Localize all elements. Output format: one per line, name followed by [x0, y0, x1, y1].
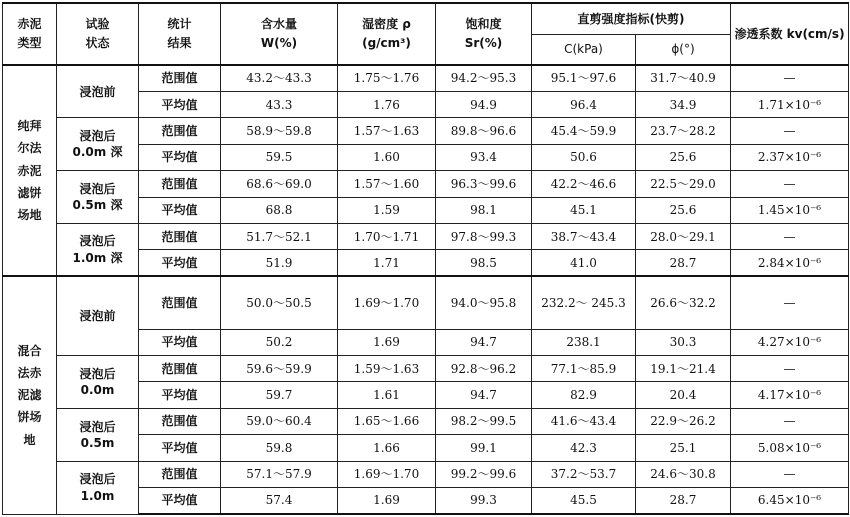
test-state [57, 65, 139, 118]
cohesion-cell: 41.0 [532, 250, 636, 276]
table-row [3, 65, 849, 91]
permeability-cell: — [731, 408, 849, 434]
stat-label: 平均值 [139, 144, 221, 170]
test-state-line2: 0.0m 深 [72, 145, 123, 160]
saturation-cell: 94.9 [436, 91, 532, 117]
test-state [57, 223, 139, 276]
water-content-cell: 57.1～57.9 [221, 461, 338, 487]
saturation-cell: 94.2～95.3 [436, 65, 532, 91]
density-cell: 1.76 [338, 91, 436, 117]
header-red-mud-type [3, 3, 57, 65]
test-state-line2: 1.0m [80, 488, 115, 503]
water-content-cell: 50.0～50.5 [221, 276, 338, 329]
permeability-cell: — [731, 355, 849, 381]
friction-angle-cell: 28.0～29.1 [636, 223, 731, 249]
saturation-cell: 98.2～99.5 [436, 408, 532, 434]
water-content-cell: 50.2 [221, 329, 338, 355]
table-row [3, 355, 849, 381]
cohesion-cell: 41.6～43.4 [532, 408, 636, 434]
saturation-cell: 93.4 [436, 144, 532, 170]
stat-label: 平均值 [139, 329, 221, 355]
cohesion-cell: 42.2～46.6 [532, 171, 636, 197]
stat-label: 范围值 [139, 65, 221, 91]
friction-angle-cell: 26.6～32.2 [636, 276, 731, 329]
stat-label: 范围值 [139, 223, 221, 249]
permeability-cell: — [731, 461, 849, 487]
test-state [57, 408, 139, 461]
water-content-cell: 43.2～43.3 [221, 65, 338, 91]
header-saturation-line2: Sr(%) [464, 36, 503, 50]
cohesion-cell: 45.1 [532, 197, 636, 223]
friction-angle-cell: 24.6～30.8 [636, 461, 731, 487]
header-statistics [139, 3, 221, 65]
header-permeability: 渗透系数 kv(cm/s) [731, 3, 849, 65]
test-state-line1: 浸泡前 [79, 84, 116, 99]
stat-label: 平均值 [139, 435, 221, 461]
test-state-line1: 浸泡后 [79, 181, 116, 196]
test-state-line1: 浸泡后 [79, 366, 116, 381]
table-row [3, 171, 849, 197]
header-test-state-line2: 状态 [85, 36, 110, 50]
density-cell: 1.57～1.60 [338, 171, 436, 197]
stat-label: 平均值 [139, 250, 221, 276]
saturation-cell: 94.7 [436, 382, 532, 408]
density-cell: 1.57～1.63 [338, 118, 436, 144]
cohesion-cell: 45.5 [532, 488, 636, 515]
friction-angle-cell: 19.1～21.4 [636, 355, 731, 381]
water-content-cell: 59.5 [221, 144, 338, 170]
saturation-cell: 96.3～99.6 [436, 171, 532, 197]
header-test-state [57, 3, 139, 65]
density-cell: 1.66 [338, 435, 436, 461]
permeability-cell: — [731, 223, 849, 249]
cohesion-cell: 50.6 [532, 144, 636, 170]
water-content-cell: 68.8 [221, 197, 338, 223]
cohesion-cell: 238.1 [532, 329, 636, 355]
density-cell: 1.59 [338, 197, 436, 223]
test-state-line2: 0.5m [80, 435, 115, 450]
saturation-cell: 98.1 [436, 197, 532, 223]
header-statistics-line2: 结果 [167, 36, 192, 50]
friction-angle-cell: 22.9～26.2 [636, 408, 731, 434]
stat-label: 平均值 [139, 197, 221, 223]
density-cell: 1.69～1.70 [338, 461, 436, 487]
saturation-cell: 94.7 [436, 329, 532, 355]
stat-label: 平均值 [139, 91, 221, 117]
friction-angle-cell: 34.9 [636, 91, 731, 117]
stat-label: 范围值 [139, 276, 221, 329]
density-cell: 1.69～1.70 [338, 276, 436, 329]
friction-angle-cell: 31.7～40.9 [636, 65, 731, 91]
cohesion-cell: 82.9 [532, 382, 636, 408]
header-water-content-line2: W(%) [260, 36, 298, 50]
density-cell: 1.60 [338, 144, 436, 170]
permeability-cell: 5.08×10⁻⁶ [731, 435, 849, 461]
header-friction-angle: ϕ(°) [636, 34, 731, 65]
test-state [57, 118, 139, 171]
density-cell: 1.69 [338, 488, 436, 515]
density-cell: 1.69 [338, 329, 436, 355]
density-cell: 1.61 [338, 382, 436, 408]
friction-angle-cell: 23.7～28.2 [636, 118, 731, 144]
density-cell: 1.75～1.76 [338, 65, 436, 91]
header-red-mud-type-line1: 赤泥 [17, 16, 42, 31]
permeability-cell: — [731, 276, 849, 329]
test-state [57, 276, 139, 355]
cohesion-cell: 95.1～97.6 [532, 65, 636, 91]
water-content-cell: 43.3 [221, 91, 338, 117]
saturation-cell: 89.8～96.6 [436, 118, 532, 144]
water-content-cell: 51.7～52.1 [221, 223, 338, 249]
friction-angle-cell: 28.7 [636, 250, 731, 276]
test-state-line2: 1.0m 深 [72, 250, 123, 265]
table-row [3, 223, 849, 249]
header-water-content [221, 3, 338, 65]
stat-label: 平均值 [139, 488, 221, 515]
saturation-cell: 99.1 [436, 435, 532, 461]
water-content-cell: 51.9 [221, 250, 338, 276]
permeability-cell: 6.45×10⁻⁶ [731, 488, 849, 515]
saturation-cell: 92.8～96.2 [436, 355, 532, 381]
friction-angle-cell: 20.4 [636, 382, 731, 408]
water-content-cell: 57.4 [221, 488, 338, 515]
test-state [57, 355, 139, 408]
density-cell: 1.70～1.71 [338, 223, 436, 249]
water-content-cell: 58.9～59.8 [221, 118, 338, 144]
saturation-cell: 99.3 [436, 488, 532, 515]
cohesion-cell: 96.4 [532, 91, 636, 117]
saturation-cell: 98.5 [436, 250, 532, 276]
header-statistics-line1: 统计 [167, 16, 192, 31]
cohesion-cell: 38.7～43.4 [532, 223, 636, 249]
permeability-cell: — [731, 118, 849, 144]
header-direct-shear: 直剪强度指标(快剪) [532, 3, 731, 34]
permeability-cell: 4.27×10⁻⁶ [731, 329, 849, 355]
friction-angle-cell: 28.7 [636, 488, 731, 515]
permeability-cell: 4.17×10⁻⁶ [731, 382, 849, 408]
water-content-cell: 68.6～69.0 [221, 171, 338, 197]
density-cell: 1.71 [338, 250, 436, 276]
properties-table [2, 2, 849, 515]
table-row [3, 276, 849, 329]
permeability-cell: 1.71×10⁻⁶ [731, 91, 849, 117]
permeability-cell: — [731, 65, 849, 91]
stat-label: 范围值 [139, 118, 221, 144]
test-state-line1: 浸泡后 [79, 419, 116, 434]
test-state [57, 171, 139, 224]
friction-angle-cell: 25.1 [636, 435, 731, 461]
permeability-cell: 1.45×10⁻⁶ [731, 197, 849, 223]
header-test-state-line1: 试验 [85, 16, 110, 31]
table-row [3, 461, 849, 487]
test-state-line1: 浸泡后 [79, 472, 116, 487]
stat-label: 范围值 [139, 171, 221, 197]
water-content-cell: 59.0～60.4 [221, 408, 338, 434]
header-red-mud-type-line2: 类型 [17, 36, 42, 50]
header-saturation [436, 3, 532, 65]
stat-label: 范围值 [139, 355, 221, 381]
test-state-line1: 浸泡前 [79, 309, 116, 324]
water-content-cell: 59.6～59.9 [221, 355, 338, 381]
table-row [3, 118, 849, 144]
red-mud-type-bayer: 纯拜尔法赤泥滤饼场地 [3, 65, 57, 276]
table-container [2, 2, 848, 515]
density-cell: 1.59～1.63 [338, 355, 436, 381]
friction-angle-cell: 30.3 [636, 329, 731, 355]
header-water-content-line1: 含水量 [260, 16, 297, 31]
cohesion-cell: 77.1～85.9 [532, 355, 636, 381]
permeability-cell: 2.37×10⁻⁶ [731, 144, 849, 170]
test-state-line2: 0.0m [80, 382, 115, 397]
stat-label: 范围值 [139, 461, 221, 487]
water-content-cell: 59.7 [221, 382, 338, 408]
stat-label: 平均值 [139, 382, 221, 408]
header-wet-density-line2: (g/cm³) [362, 36, 411, 50]
permeability-cell: 2.84×10⁻⁶ [731, 250, 849, 276]
test-state [57, 461, 139, 514]
test-state-line1: 浸泡后 [79, 234, 116, 249]
test-state-line1: 浸泡后 [79, 129, 116, 144]
header-wet-density [338, 3, 436, 65]
header-wet-density-line1: 湿密度 ρ [362, 16, 411, 31]
header-saturation-line1: 饱和度 [465, 16, 502, 31]
table-row [3, 408, 849, 434]
permeability-cell: — [731, 171, 849, 197]
saturation-cell: 97.8～99.3 [436, 223, 532, 249]
water-content-cell: 59.8 [221, 435, 338, 461]
friction-angle-cell: 25.6 [636, 197, 731, 223]
red-mud-type-combined: 混合法赤泥滤饼场地 [3, 276, 57, 514]
cohesion-cell: 232.2～ 245.3 [532, 276, 636, 329]
cohesion-cell: 45.4～59.9 [532, 118, 636, 144]
header-cohesion: C(kPa) [532, 34, 636, 65]
saturation-cell: 94.0～95.8 [436, 276, 532, 329]
friction-angle-cell: 22.5～29.0 [636, 171, 731, 197]
saturation-cell: 99.2～99.6 [436, 461, 532, 487]
cohesion-cell: 42.3 [532, 435, 636, 461]
density-cell: 1.65～1.66 [338, 408, 436, 434]
test-state-line2: 0.5m 深 [72, 198, 123, 213]
stat-label: 范围值 [139, 408, 221, 434]
friction-angle-cell: 25.6 [636, 144, 731, 170]
cohesion-cell: 37.2～53.7 [532, 461, 636, 487]
